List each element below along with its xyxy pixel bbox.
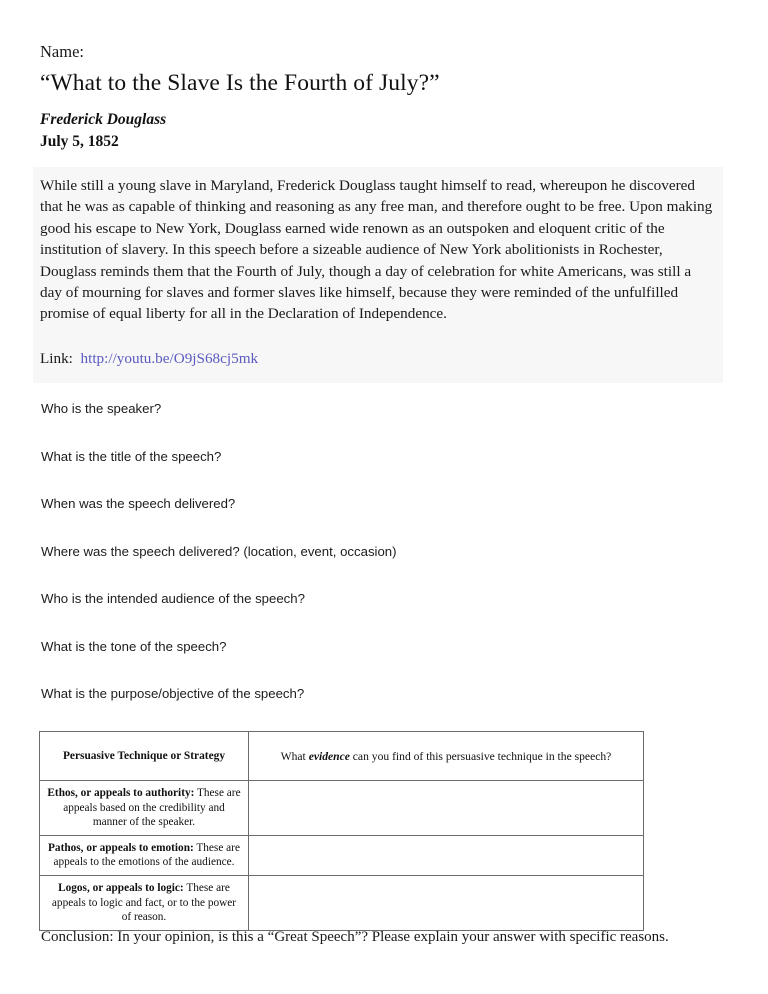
header-text-emphasis: evidence: [308, 749, 350, 763]
table-header-technique: Persuasive Technique or Strategy: [40, 732, 249, 781]
technique-term: Ethos, or appeals to authority:: [47, 787, 195, 799]
name-field-label: Name:: [40, 42, 84, 61]
technique-cell-ethos: [40, 781, 249, 836]
technique-term: Pathos, or appeals to emotion:: [48, 841, 194, 854]
question-item: What is the purpose/objective of the speech?: [41, 686, 305, 701]
technique-description: These are appeals to the emotions of the audience.: [53, 841, 240, 869]
author-byline: Frederick Douglass: [40, 111, 167, 128]
video-link[interactable]: http://youtu.be/O9jS68cj5mk: [80, 349, 259, 367]
technique-cell-logos: [40, 875, 249, 930]
excerpt-paragraph: While still a young slave in Maryland, Frederick Douglass taught himself to read, whereupon he discovered that he was as capable of thinking and reasoning as any free man, and therefore ought to be free. Upon making good his escape to New York, Douglass earned wide renown as an outspoken and eloquent critic of the institution of slavery. In this speech before a sizeable audience of New York abolitionists in Rochester, Douglass reminds them that the Fourth of July, though a day of celebration for white Americans, was still a day of mourning for slaves and former slaves like himself, because they were reminded of the unfulfilled promise of equal liberty for all in the Declaration of Independence.: [40, 177, 713, 323]
conclusion-prompt: Conclusion: In your opinion, is this a “Great Speech”? Please explain your answer with specific reasons.: [41, 929, 669, 945]
evidence-cell-logos[interactable]: [249, 875, 644, 930]
technique-term: Logos, or appeals to logic:: [58, 881, 184, 894]
question-item: Who is the speaker?: [41, 401, 162, 416]
document-header: [40, 41, 730, 152]
question-item: Where was the speech delivered? (location, event, occasion): [41, 543, 397, 559]
link-label: Link:: [40, 349, 73, 367]
technique-cell-pathos: [40, 835, 249, 875]
header-text-after: can you find of this persuasive technique in the speech?: [349, 749, 612, 763]
table-row: [40, 875, 644, 930]
question-item: What is the title of the speech?: [41, 448, 222, 464]
table-row: [40, 781, 644, 836]
technique-description: These are appeals to logic and fact, or to the power of reason.: [51, 881, 237, 924]
speech-date: July 5, 1852: [40, 133, 119, 150]
link-line: [40, 348, 716, 369]
page-title: “What to the Slave Is the Fourth of July?”: [40, 70, 440, 96]
excerpt-callout: [33, 167, 723, 383]
header-text-before: What: [280, 749, 309, 763]
table-header-row: [40, 732, 644, 781]
technique-description: These are appeals based on the credibility and manner of the speaker.: [63, 787, 241, 829]
evidence-cell-pathos[interactable]: [249, 835, 644, 875]
question-item: When was the speech delivered?: [41, 496, 236, 511]
persuasive-technique-table: [39, 731, 644, 931]
table-header-evidence: [249, 732, 644, 781]
question-item: What is the tone of the speech?: [41, 638, 227, 654]
evidence-cell-ethos[interactable]: [249, 781, 644, 836]
question-item: Who is the intended audience of the speech?: [41, 591, 305, 606]
table-row: [40, 835, 644, 875]
question-list: [41, 400, 701, 733]
